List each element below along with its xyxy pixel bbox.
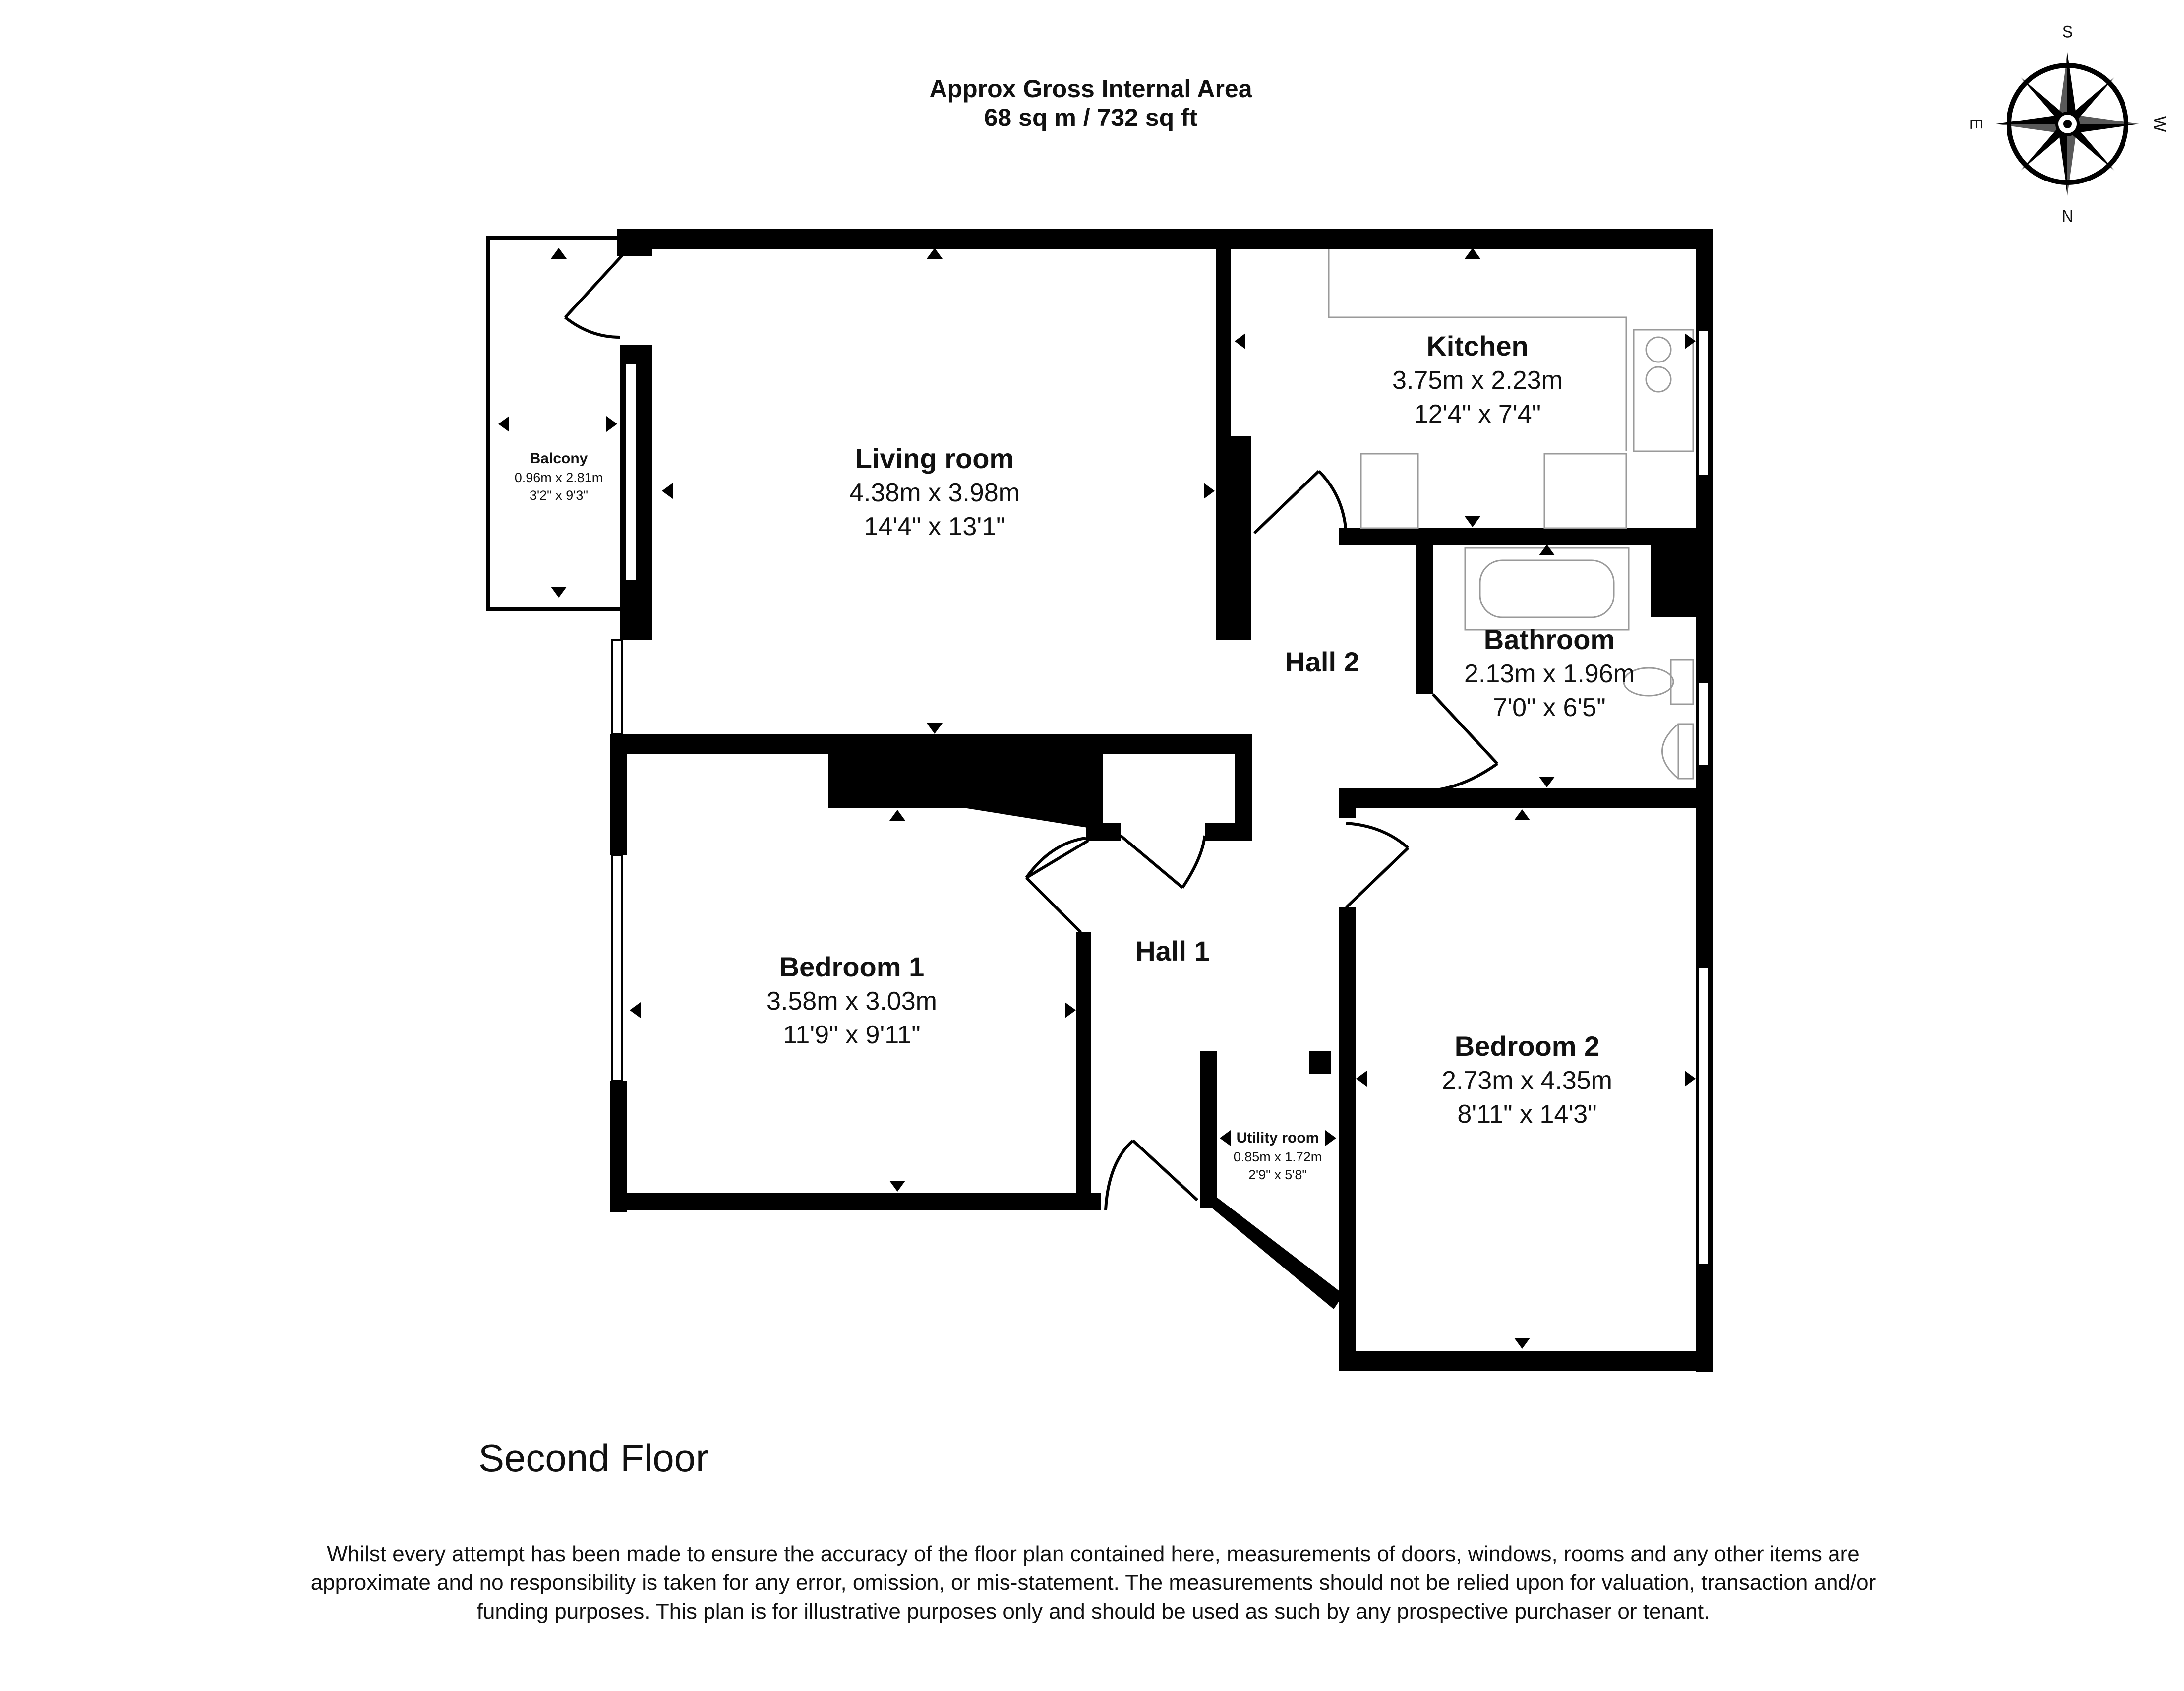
- room-name: Hall 2: [1285, 646, 1359, 677]
- room-metric: 3.58m x 3.03m: [767, 987, 937, 1016]
- room-hall-2: [1285, 645, 1359, 679]
- room-bathroom: [1464, 622, 1635, 725]
- room-living: [849, 441, 1020, 544]
- room-name: Balcony: [530, 450, 588, 467]
- room-utility: [1221, 1128, 1335, 1184]
- room-name: Kitchen: [1426, 330, 1529, 362]
- compass-label-right: W: [2150, 116, 2169, 132]
- room-hall-1: [1135, 934, 1209, 968]
- floor-label: Second Floor: [478, 1436, 708, 1480]
- compass-rose-icon: [1996, 52, 2139, 196]
- room-imperial: 3'2" x 9'3": [529, 488, 589, 503]
- room-metric: 2.73m x 4.35m: [1442, 1066, 1612, 1095]
- door-swings: [565, 255, 1497, 1210]
- room-imperial: 14'4" x 13'1": [864, 512, 1005, 541]
- compass-label-bottom: N: [2061, 207, 2074, 226]
- room-imperial: 7'0" x 6'5": [1493, 693, 1606, 722]
- area-value: 68 sq m / 732 sq ft: [984, 104, 1198, 131]
- room-imperial: 8'11" x 14'3": [1457, 1100, 1597, 1129]
- room-name: Hall 1: [1135, 935, 1210, 966]
- area-summary: [818, 74, 1363, 132]
- room-name: Bathroom: [1483, 624, 1615, 655]
- room-imperial: 12'4" x 7'4": [1414, 400, 1541, 428]
- room-name: Bedroom 1: [779, 951, 925, 982]
- room-name: Utility room: [1236, 1130, 1319, 1146]
- compass-label-top: S: [2062, 22, 2073, 42]
- room-name: Bedroom 2: [1454, 1030, 1600, 1062]
- compass-label-left: E: [1966, 118, 1986, 130]
- room-name: Living room: [855, 443, 1014, 474]
- room-metric: 4.38m x 3.98m: [849, 479, 1020, 507]
- room-metric: 2.13m x 1.96m: [1464, 660, 1635, 688]
- room-metric: 0.85m x 1.72m: [1233, 1149, 1322, 1164]
- room-bedroom-1: [767, 950, 937, 1052]
- room-bedroom-2: [1442, 1029, 1612, 1131]
- room-kitchen: [1392, 329, 1563, 431]
- room-imperial: 11'9" x 9'11": [783, 1021, 921, 1049]
- area-title: Approx Gross Internal Area: [929, 75, 1252, 103]
- room-imperial: 2'9" x 5'8": [1248, 1167, 1307, 1182]
- room-metric: 0.96m x 2.81m: [514, 470, 603, 485]
- disclaimer: Whilst every attempt has been made to ensure the accuracy of the floor plan contained here, measurements of doors, windows, rooms and any other items are approximate and no responsibility is taken for any error, omission, or mis-statement. The measurements should not be relied upon for valuation, transaction and/or funding purposes. This plan is for illustrative purposes only and should be used as such by any prospective purchaser or tenant.: [310, 1542, 1876, 1624]
- room-balcony: [515, 449, 603, 504]
- room-metric: 3.75m x 2.23m: [1392, 366, 1563, 395]
